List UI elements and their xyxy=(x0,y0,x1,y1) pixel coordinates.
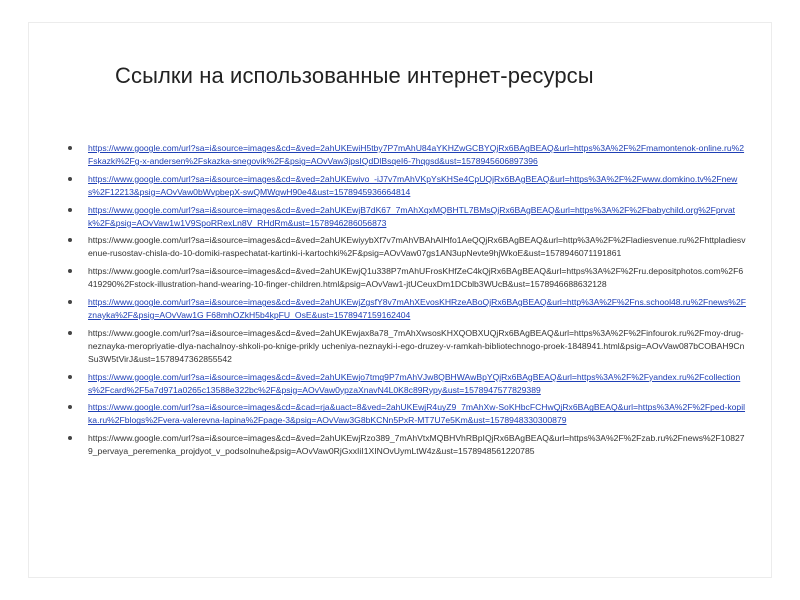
bullet-icon xyxy=(68,208,72,212)
reference-item xyxy=(66,173,746,199)
reference-link[interactable]: https://www.google.com/url?sa=i&source=images&cd=&ved=2ahUKEwjZgsfY8v7mAhXEvosKHRzeABoQjRx6BAgBEAQ&url=http%3A%2F%2Fns.school48.ru%2Fnews%2Fznayka%2F&psig=AOvVaw1G F68mhOZkH5b4kpFU_OsE&ust=1578947159162404 xyxy=(88,297,746,320)
reference-link[interactable]: https://www.google.com/url?sa=i&source=images&cd=&cad=rja&uact=8&ved=2ahUKEwjR4uyZ9_7mAhXw-SoKHbcFCHwQjRx6BAgBEAQ&url=https%3A%2F%2Fped-kopilka.ru%2Fblogs%2Fvera-valerevna-lapina%2Fpage-3&psig=AOvVaw3G8bKCNn5PxR-MT7U7e5Km&ust=1578948330300879 xyxy=(88,402,746,426)
reference-link[interactable]: https://www.google.com/url?sa=i&source=images&cd=&ved=2ahUKEwjo7tmq9P7mAhVJw8QBHWAwBpYQjRx6BAgBEAQ&url=https%3A%2F%2Fyandex.ru%2Fcollections%2Fcard%2F5a7d971a0265c13588e322bc%2F&psig=AOvVaw0ypzaXnavN4L0K8c89Rypy&ust=1578947577829389 xyxy=(88,371,741,395)
reference-item xyxy=(66,296,746,322)
bullet-icon xyxy=(68,300,72,304)
reference-item xyxy=(66,371,746,397)
reference-url-text: https://www.google.com/url?sa=i&source=images&cd=&ved=2ahUKEwjax8a78_7mAhXwsosKHXQOBXUQjRx6BAgBEAQ&url=https%3A%2F%2Finfourok.ru%2Fmoy-drug-neznayka-meropriyatie-dlya-nachalnoy-shkoli-po-knige-prikly ucheniya-neznayki-i-ego-druzey-v-ramkah-bibliotechnogo-proek-1848941.html&psig=AOvVaw087bCOBAH9CnSu3W5tVirJ&ust=1578947362855542 xyxy=(88,327,745,364)
bullet-icon xyxy=(68,269,72,273)
reference-item xyxy=(66,265,746,291)
reference-item xyxy=(66,432,746,458)
reference-url-text: https://www.google.com/url?sa=i&source=images&cd=&ved=2ahUKEwjQ1u338P7mAhUFrosKHfZeC4kQjRx6BAgBEAQ&url=https%3A%2F%2Fru.depositphotos.com%2F6419290%2Fstock-illustration-hand-wearing-10-finger-children.html&psig=AOvVaw1-jtUCeuxDm1DCblb3WUcB&ust=1578946688632128 xyxy=(88,266,744,290)
reference-link[interactable]: https://www.google.com/url?sa=i&source=images&cd=&ved=2ahUKEwjB7dK67_7mAhXqxMQBHTL7BMsQjRx6BAgBEAQ&url=https%3A%2F%2Fbabychild.org%2Fprvatk%2F&psig=AOvVaw1w1V9SpoRRexLn8V_RHdRm&ust=1578946286056873 xyxy=(88,204,735,228)
reference-item xyxy=(66,401,746,427)
bullet-icon xyxy=(68,436,72,440)
reference-url-text: https://www.google.com/url?sa=i&source=images&cd=&ved=2ahUKEwjRzo389_7mAhVtxMQBHVhRBpIQjRx6BAgBEAQ&url=https%3A%2F%2Fzab.ru%2Fnews%2F108279_pervaya_peremenka_projdyot_v_podsolnuhe&psig=AOvVaw0RjGxxIiI1XINOvUymLtW4z&ust=1578948561220785 xyxy=(88,433,745,457)
bullet-icon xyxy=(68,238,72,242)
bullet-icon xyxy=(68,331,72,335)
bullet-icon xyxy=(68,177,72,181)
slide-title: Ссылки на использованные интернет-ресурсы xyxy=(115,63,594,88)
reference-item xyxy=(66,204,746,230)
reference-link[interactable]: https://www.google.com/url?sa=i&source=images&cd=&ved=2ahUKEwiH5tby7P7mAhU84aYKHZwGCBYQjRx6BAgBEAQ&url=https%3A%2F%2Fmamontenok-online.ru%2Fskazki%2Fg-x-andersen%2Fskazka-snegovik%2F&psig=AOvVaw3jpsIQdDlBsqeI6-7hqgsd&ust=1578945606897396 xyxy=(88,143,745,166)
bullet-icon xyxy=(68,146,72,150)
reference-item xyxy=(66,327,746,366)
reference-item xyxy=(66,234,746,260)
reference-list xyxy=(66,142,746,463)
bullet-icon xyxy=(68,405,72,409)
reference-link[interactable]: https://www.google.com/url?sa=i&source=images&cd=&ved=2ahUKEwivo_-iJ7v7mAhVKpYsKHSe4CpUQjRx6BAgBEAQ&url=https%3A%2F%2Fwww.domkino.tv%2Fnews%2F12213&psig=AOvVaw0bWvpbepX-swQMWqwH90e4&ust=1578945936664814 xyxy=(88,173,738,197)
reference-url-text: https://www.google.com/url?sa=i&source=images&cd=&ved=2ahUKEwiyybXf7v7mAhVBAhAIHfo1AeQQjRx6BAgBEAQ&url=http%3A%2F%2Fladiesvenue.ru%2Fhttpladiesvenue-rusostav-chisla-do-10-domiki-raspechatat-kartinki-i-kartochki%2F&psig=AOvVaw07gs1AN3upNevte9hjWkoE&ust=1578946071191861 xyxy=(88,235,746,259)
bullet-icon xyxy=(68,375,72,379)
reference-item xyxy=(66,142,746,168)
